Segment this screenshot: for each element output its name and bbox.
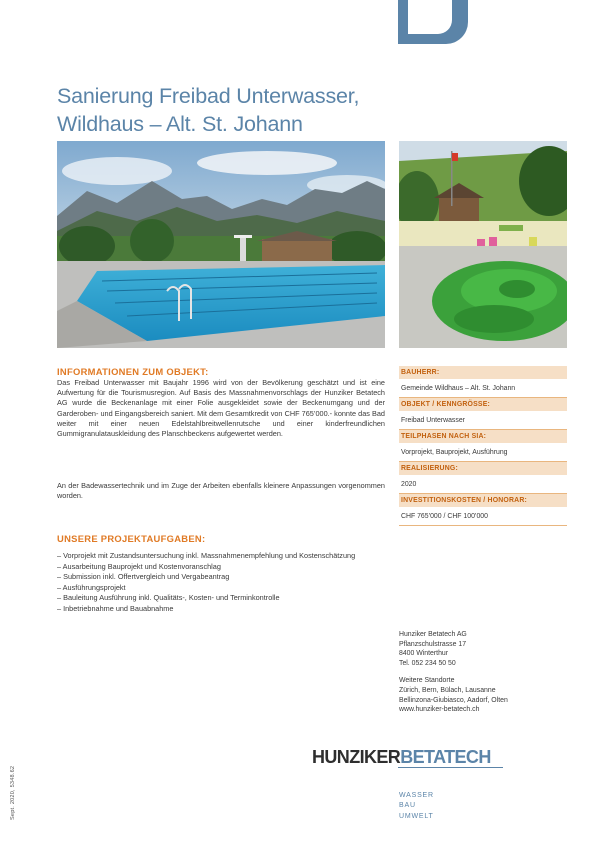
- tasks-heading: UNSERE PROJEKTAUFGABEN:: [57, 533, 206, 544]
- title-line-2: Wildhaus – Alt. St. Johann: [57, 112, 303, 136]
- company-website-link[interactable]: www.hunziker-betatech.ch: [399, 706, 480, 714]
- task-item: – Submission inkl. Offertvergleich und Vergabeantrag: [57, 572, 230, 582]
- more-locations-label: Weitere Standorte: [399, 677, 455, 685]
- company-phone[interactable]: Tel. 052 234 50 50: [399, 659, 456, 667]
- logo-part-2: BETATECH: [400, 747, 491, 767]
- tag-wasser: WASSER: [399, 792, 434, 799]
- playground-photo: [399, 141, 567, 348]
- kosten-label: INVESTITIONSKOSTEN / HONORAR:: [399, 494, 567, 507]
- title-line-1: Sanierung Freibad Unterwasser,: [57, 84, 360, 108]
- brand-mark: [398, 0, 468, 44]
- locations-line-1: Zürich, Bern, Bülach, Lausanne: [399, 686, 496, 694]
- task-item: – Inbetriebnahme und Bauabnahme: [57, 603, 174, 613]
- company-logo: [312, 747, 491, 769]
- objekt-label: OBJEKT / KENNGRÖSSE:: [399, 398, 567, 411]
- logo-underline: [398, 767, 503, 768]
- task-item: – Ausarbeitung Bauprojekt und Kostenvoranschlag: [57, 561, 221, 571]
- brand-tags: [399, 791, 434, 822]
- logo-part-1: HUNZIKER: [312, 747, 401, 767]
- tag-umwelt: UMWELT: [399, 812, 434, 820]
- realisierung-label: REALISIERUNG:: [399, 462, 567, 475]
- company-city: 8400 Winterthur: [399, 650, 449, 658]
- phasen-value: Vorprojekt, Bauprojekt, Ausführung: [399, 443, 567, 462]
- project-facts-table: [399, 366, 567, 526]
- realisierung-value: 2020: [399, 475, 567, 494]
- phasen-label: TEILPHASEN NACH SIA:: [399, 430, 567, 443]
- tasks-list: [57, 551, 387, 615]
- locations-line-2: Bellinzona-Giubiasco, Aadorf, Olten: [399, 696, 508, 704]
- task-item: – Bauleitung Ausführung inkl. Qualitäts-, Kosten- und Terminkontrolle: [57, 593, 280, 603]
- company-name: Hunziker Betatech AG: [399, 631, 467, 638]
- bauherr-value: Gemeinde Wildhaus – Alt. St. Johann: [399, 379, 567, 398]
- pool-photo: [57, 141, 385, 348]
- task-item: – Vorprojekt mit Zustandsuntersuchung inkl. Massnahmenempfehlung und Kostenschätzung: [57, 551, 356, 560]
- task-item: – Ausführungsprojekt: [57, 582, 126, 592]
- info-paragraph-2: An der Badewassertechnik und im Zuge der Arbeiten ebenfalls kleinere Anpassungen vorgenommen worden.: [57, 481, 385, 501]
- info-paragraph-1: Das Freibad Unterwasser mit Baujahr 1996 wird von der Bevölkerung geschätzt und ist eine Aufwertung für die Tourismusregion. Auf Basis des Massnahmenvorschlags der Hunziker Betatech AG wurde die Beckenanlage mit einer Folie ausgekleidet sowie der Beckenumgang und der Garderoben- und Eingangsbereich saniert. Mit dem Gesamtkredit von CHF 765’000.- konnte das Bad weiter mit einer neuen Edelstahlbreitwellenrutsche und einer kinderfreundlichen Gummigranulatauskleidung des Planschbeckens aufgewertet werden.: [57, 378, 385, 439]
- bauherr-label: BAUHERR:: [399, 366, 567, 379]
- brand-mark-cutout: [408, 0, 452, 34]
- tag-bau: BAU: [399, 802, 416, 810]
- document-reference: Sept. 2020, 5348.62: [10, 765, 16, 820]
- info-heading: INFORMATIONEN ZUM OBJEKT:: [57, 366, 209, 377]
- company-street: Pflanzschulstrasse 17: [399, 640, 467, 648]
- company-address: [399, 630, 569, 715]
- kosten-value: CHF 765’000 / CHF 100’000: [399, 507, 567, 526]
- page-title: [57, 82, 497, 138]
- objekt-value: Freibad Unterwasser: [399, 411, 567, 430]
